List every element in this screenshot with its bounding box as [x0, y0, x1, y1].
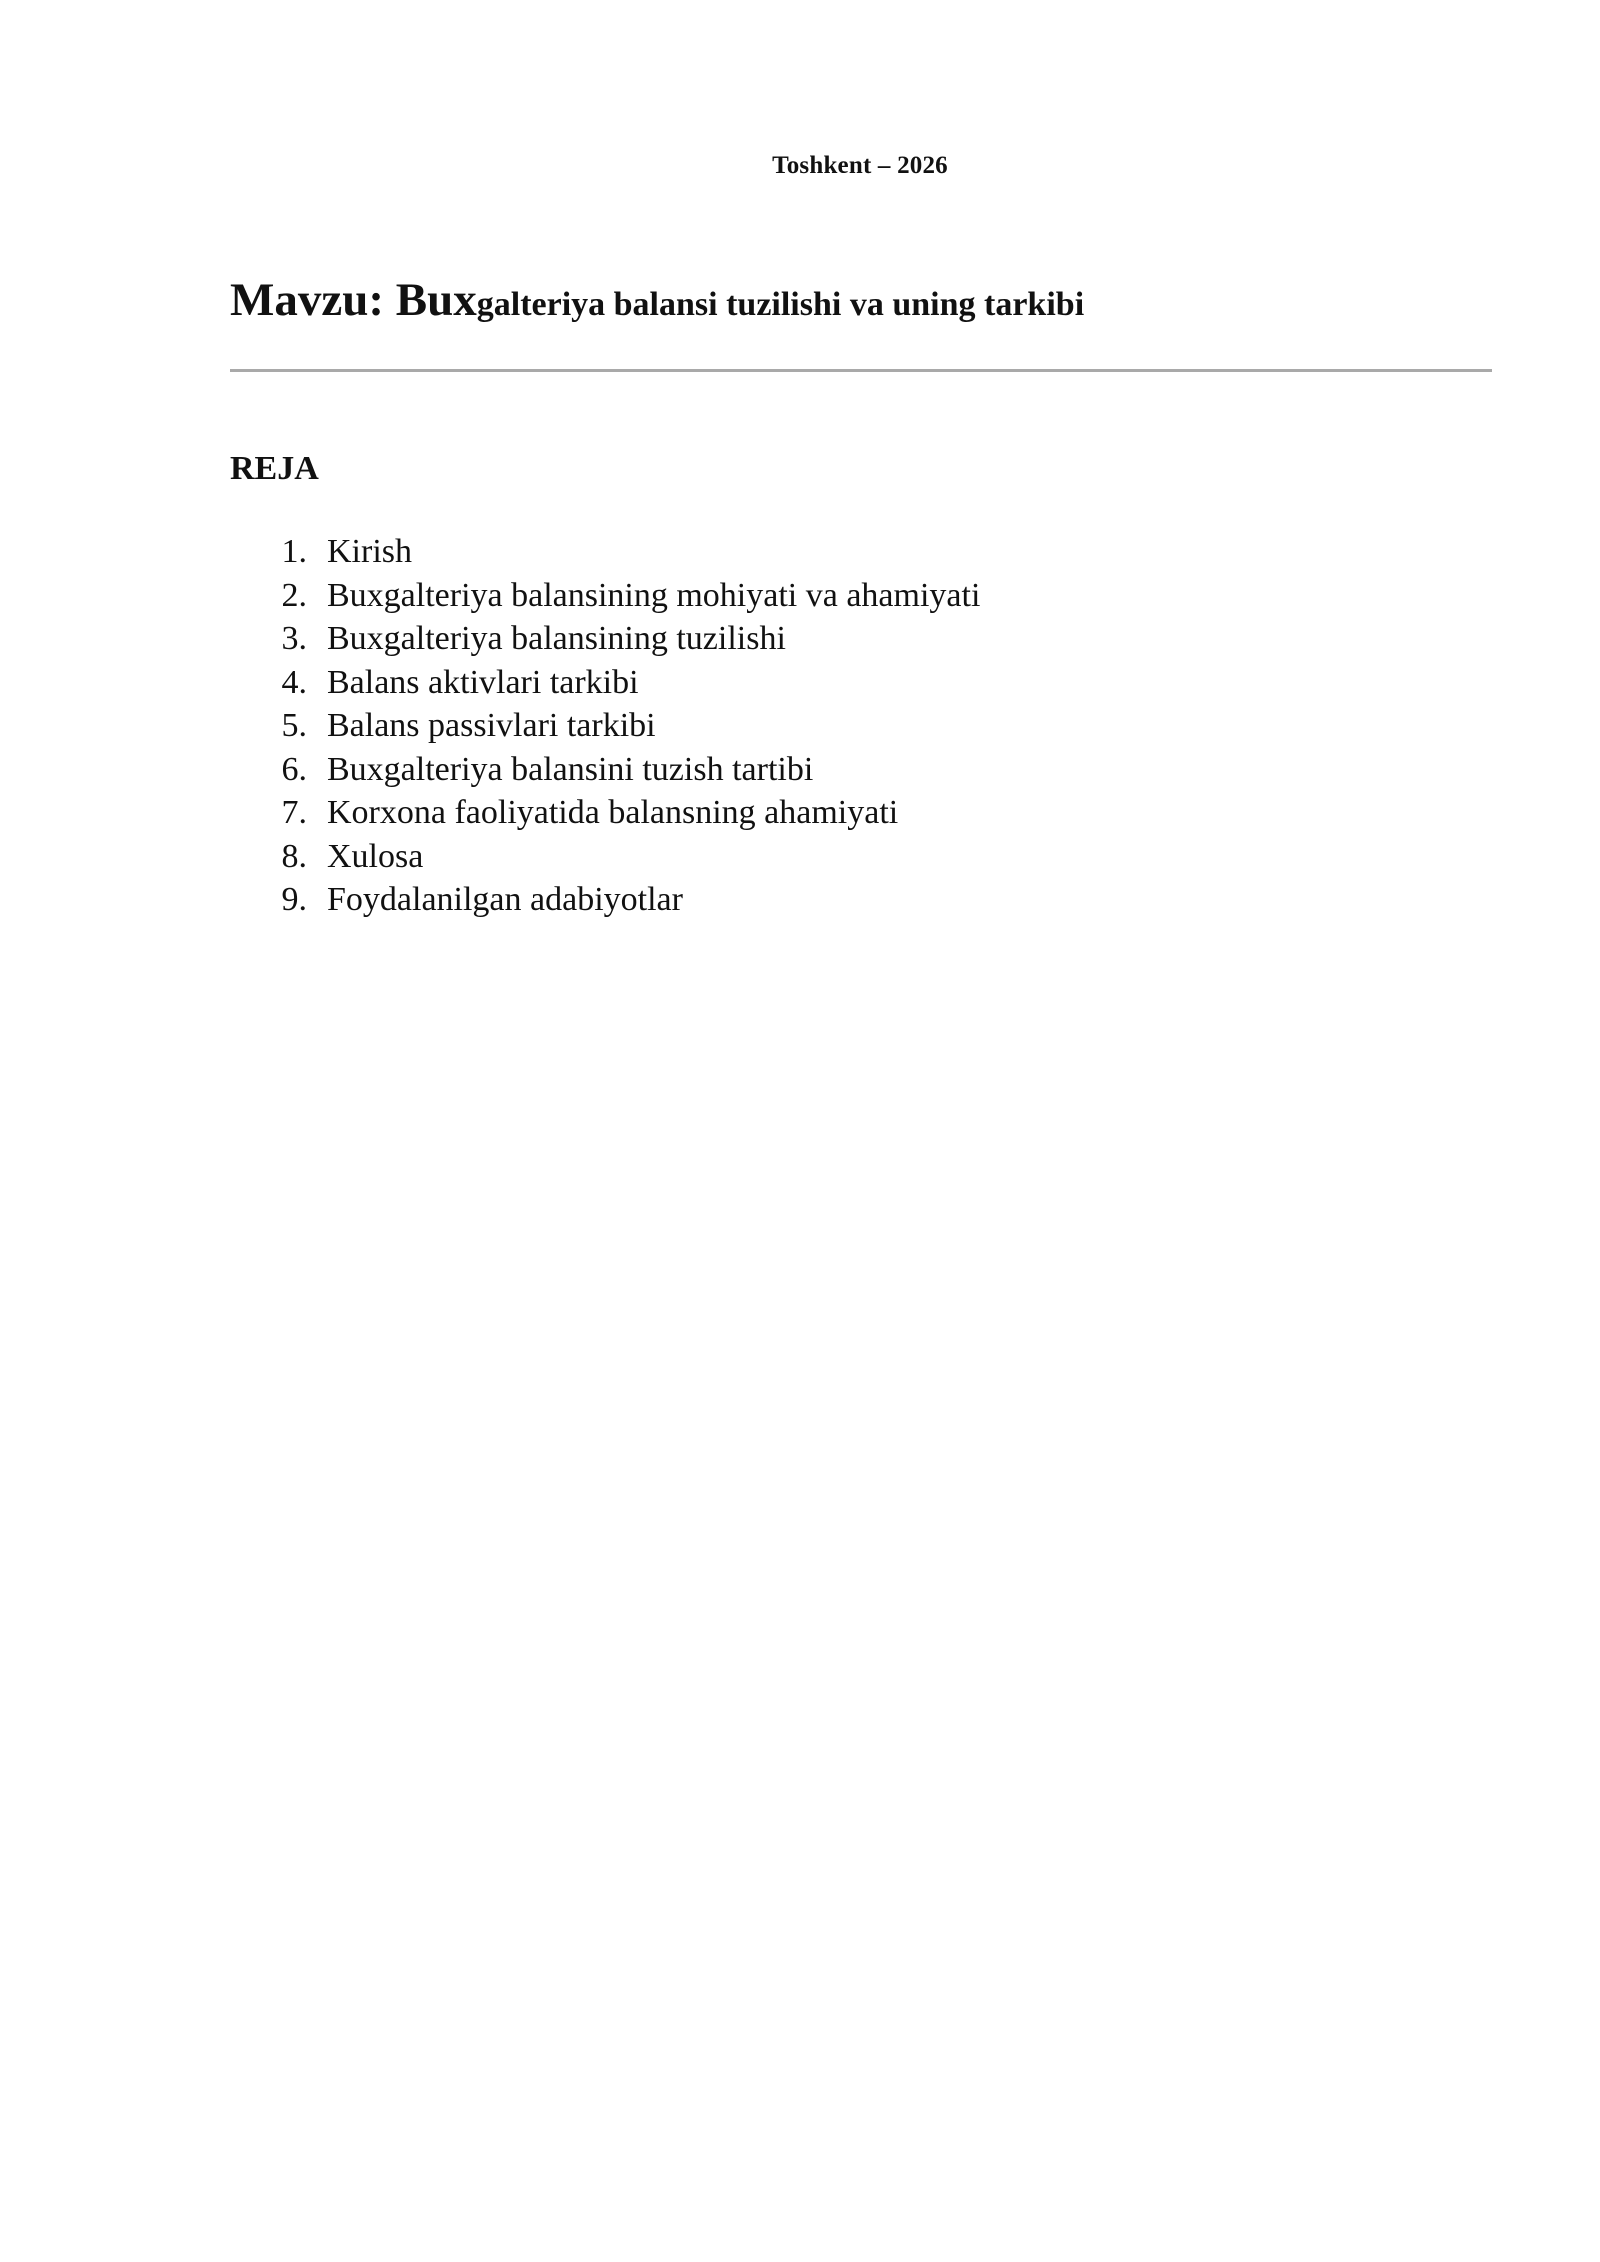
title-divider	[230, 369, 1492, 372]
topic-title-rest: galteriya balansi tuzilishi va uning tarkibi	[476, 286, 1085, 323]
plan-item-number: 7.	[281, 794, 307, 831]
plan-item-text: Kirish	[327, 533, 412, 570]
plan-list	[270, 530, 980, 922]
plan-item-number: 1.	[281, 533, 307, 570]
plan-item-number: 6.	[281, 750, 307, 788]
plan-item-text: Foydalanilgan adabiyotlar	[327, 881, 683, 918]
plan-heading: REJA	[230, 450, 319, 487]
plan-item-number: 8.	[281, 837, 307, 875]
plan-item-number: 5.	[281, 707, 307, 744]
plan-item	[270, 574, 980, 618]
plan-item	[270, 878, 980, 922]
plan-item-number: 4.	[281, 663, 307, 701]
plan-item	[270, 661, 980, 705]
plan-item-text: Buxgalteriya balansini tuzish tartibi	[327, 750, 814, 788]
plan-item	[270, 704, 980, 748]
plan-item	[270, 748, 980, 792]
plan-item-text: Buxgalteriya balansining mohiyati va ahamiyati	[327, 576, 981, 614]
plan-item	[270, 791, 980, 835]
plan-item-text: Balans aktivlari tarkibi	[327, 663, 639, 701]
plan-item-text: Balans passivlari tarkibi	[327, 707, 656, 744]
plan-item-text: Korxona faoliyatida balansning ahamiyati	[327, 794, 899, 831]
plan-item-number: 9.	[281, 881, 307, 918]
topic-title	[230, 272, 1490, 328]
topic-title-prefix: Mavzu: Bux	[230, 274, 477, 326]
plan-item	[270, 530, 980, 574]
plan-item	[270, 617, 980, 661]
plan-item-text: Buxgalteriya balansining tuzilishi	[327, 620, 786, 657]
plan-item-number: 3.	[281, 620, 307, 657]
plan-item-number: 2.	[281, 576, 307, 614]
plan-item-text: Xulosa	[327, 837, 424, 875]
plan-item	[270, 835, 980, 879]
city-year-header: Toshkent – 2026	[772, 152, 948, 179]
